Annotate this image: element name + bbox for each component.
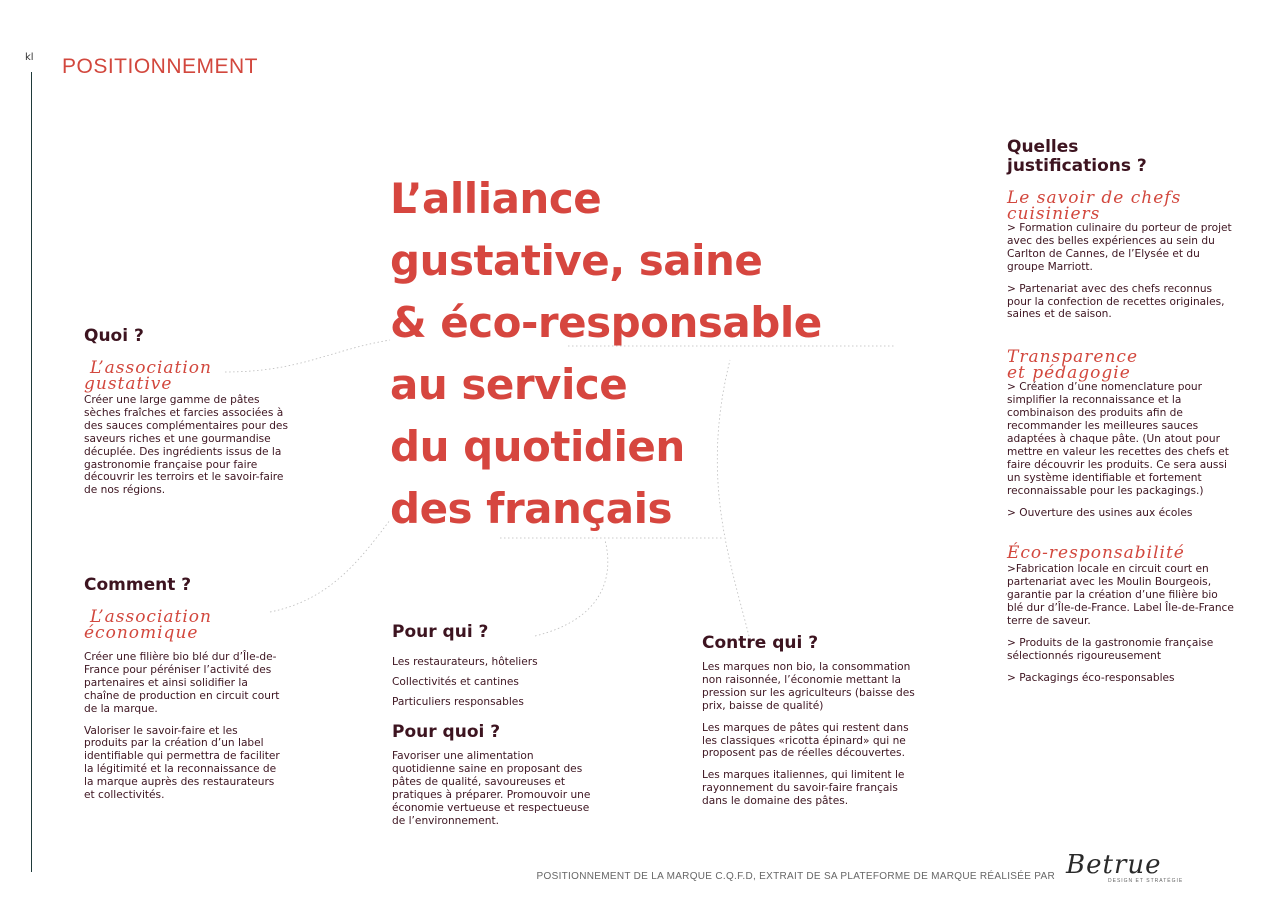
pour-qui-heading: Pour qui ? [392,622,489,642]
quoi-text: Créer une large gamme de pâtes sèches fraîches et farcies associées à des sauces complémentaires pour des saveurs riches et une gourmandise décuplée. Des ingrédients issus de la gastronomie française pour faire découvrir les terroirs et le savoir-faire de nos régions. [84,394,288,497]
logo-tagline: DESIGN ET STRATÉGIE [1108,878,1184,884]
justification-script-line: Éco-responsabilité [1007,543,1185,564]
contre-qui-paragraph: Les marques italiennes, qui limitent le rayonnement du savoir-faire français dans le domaine des pâtes. [702,769,905,808]
justifications-section [1007,138,1237,694]
justification-paragraph: > Formation culinaire du porteur de projet avec des belles expériences au sein du Carlton de Cannes, de l’Elysée et du groupe Marriott. [1007,222,1232,273]
justification-script-line: cuisiniers [1007,204,1101,224]
justification-script-line: et pédagogie [1007,363,1131,384]
justifications-heading-line: justifications ? [1007,156,1147,176]
quoi-script-line: gustative [84,374,173,394]
page-number: kl [25,52,34,63]
justification-script-line: Transparence [1007,347,1139,368]
pour-quoi-heading: Pour quoi ? [392,722,501,742]
logo-wordmark: Betrue [1066,850,1162,880]
justification-paragraph: > Création d’une nomenclature pour simplifier la reconnaissance et la combinaison des produits afin de recommander les meilleures sauces adaptées à chaque pâte. (Un atout pour mettre en valeur les recettes des chefs et faire découvrir les produits. Ce sera aussi un système identifiable et fortement reconnaissable pour les packagings.) [1007,381,1229,497]
contre-qui-paragraph: Les marques de pâtes qui restent dans les classiques «ricotta épinard» qui ne proposent pas de réelles découvertes. [702,721,909,760]
hero-line: au service [390,360,628,409]
pour-qui-section [392,623,592,716]
hero-line: des français [390,484,673,533]
comment-paragraph: Créer une filière bio blé dur d’Île-de-France pour péréniser l’activité des partenaires et ainsi solidifier la chaîne de production en circuit court de la marque. [84,651,280,715]
comment-section [84,576,284,811]
justification-paragraph: >Fabrication locale en circuit court en partenariat avec les Moulin Bourgeois, garantie par la création d’une filière bio blé dur d’Île-de-France. Label Île-de-France terre de saveur. [1007,563,1234,628]
justification-script-line: Le savoir de chefs [1007,188,1182,208]
pour-quoi-section [392,723,592,827]
list-item: Particuliers responsables [392,695,524,708]
hero-line: & éco-responsable [390,298,822,347]
hero-line: gustative, saine [390,236,763,285]
pour-quoi-text: Favoriser une alimentation quotidienne saine en proposant des pâtes de qualité, savoureuses et pratiques à préparer. Promouvoir une économie vertueuse et respectueuse de l’environnement. [392,750,591,827]
footer-caption: POSITIONNEMENT DE LA MARQUE C.Q.F.D, EXTRAIT DE SA PLATEFORME DE MARQUE RÉALISÉE PAR [536,871,1055,882]
contre-qui-paragraph: Les marques non bio, la consommation non raisonnée, l’économie mettant la pression sur les agriculteurs (baisse des prix, baisse de qualité) [702,661,915,712]
quoi-heading: Quoi ? [84,326,144,346]
list-item: Collectivités et cantines [392,675,519,688]
justification-paragraph: > Ouverture des usines aux écoles [1007,506,1193,519]
hero-line: du quotidien [390,422,685,471]
comment-heading: Comment ? [84,575,192,595]
contre-qui-section [702,634,917,817]
comment-script-line: L’association [90,607,212,627]
hero-statement [390,168,930,540]
betrue-logo [1066,852,1206,892]
left-rule [31,72,32,872]
justification-paragraph: > Packagings éco-responsables [1007,671,1175,684]
quoi-section [84,327,294,497]
justifications-heading-line: Quelles [1007,137,1079,157]
comment-script-line: économique [84,623,199,643]
comment-paragraph: Valoriser le savoir-faire et les produits par la création d’un label identifiable qui permettra de faciliter la légitimité et la reconnaissance de la marque auprès des restaurateurs et collectivités. [84,724,280,802]
justification-paragraph: > Partenariat avec des chefs reconnus pour la confection de recettes originales, saines et de saison. [1007,282,1225,321]
hero-line: L’alliance [390,174,602,223]
page-title: POSITIONNEMENT [62,55,259,78]
quoi-script-line: L’association [90,358,212,378]
list-item: Les restaurateurs, hôteliers [392,656,538,668]
justification-paragraph: > Produits de la gastronomie française sélectionnés rigoureusement [1007,636,1214,662]
contre-qui-heading: Contre qui ? [702,633,819,653]
